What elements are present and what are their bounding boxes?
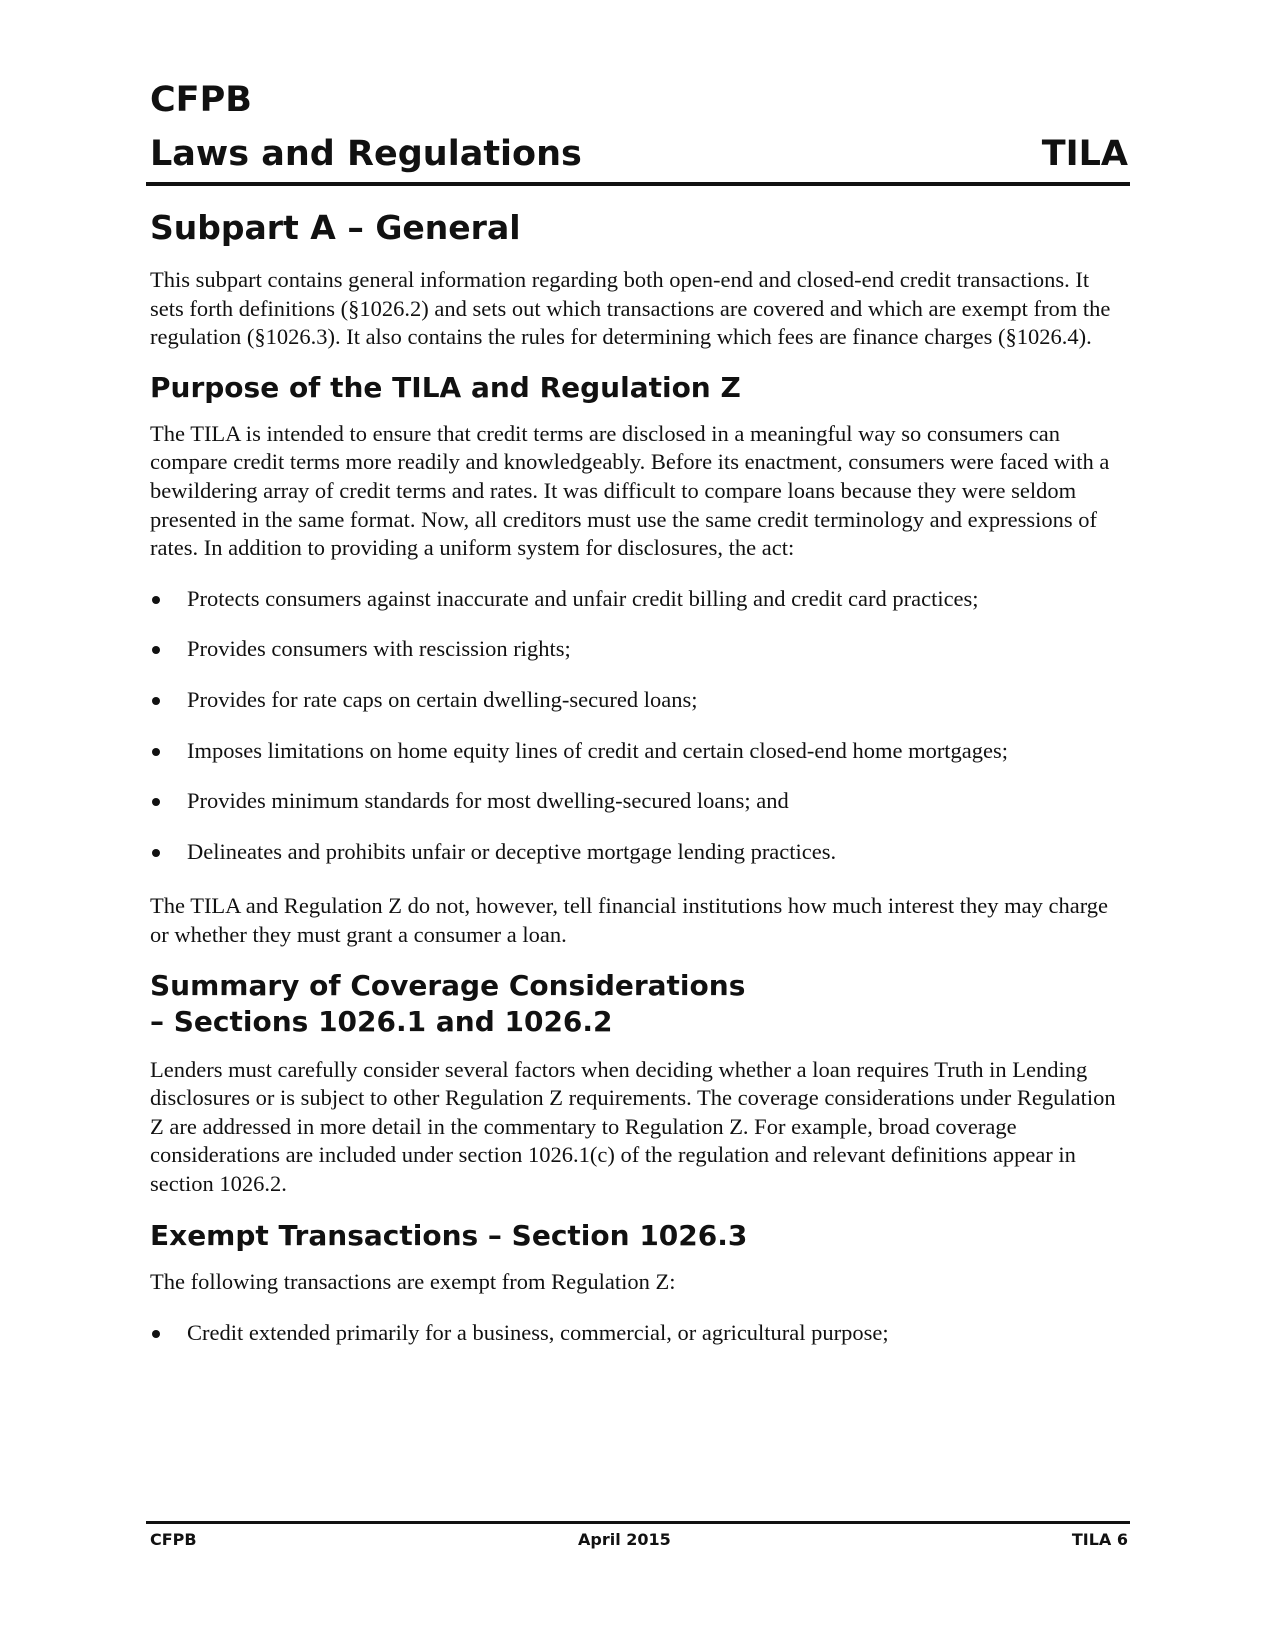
coverage-paragraph: Lenders must carefully consider several factors when deciding whether a loan requires Truth in Lending disclosures or is subject to other Regulation Z requirements. The coverage considerations under Regulation Z are addressed in more detail in the commentary to Regulation Z. For example, broad coverage considerations are included under section 1026.1(c) of the regulation and relevant definitions appear in section 1026.2. <box>150 1056 1116 1196</box>
list-item <box>150 635 1128 664</box>
bullet-text: Delineates and prohibits unfair or deceptive mortgage lending practices. <box>187 838 837 864</box>
bullet-text: Credit extended primarily for a business, commercial, or agricultural purpose; <box>187 1320 889 1346</box>
coverage-heading-line2: – Sections 1026.1 and 1026.2 <box>150 1004 613 1038</box>
bullet-text: Protects consumers against inaccurate and unfair credit billing and credit card practices; <box>187 585 979 611</box>
footer-date: April 2015 <box>578 1530 671 1549</box>
bullet-text: Provides for rate caps on certain dwelling-secured loans; <box>187 686 698 712</box>
list-item <box>150 585 1128 614</box>
header-org: CFPB <box>150 80 252 120</box>
purpose-closing-paragraph: The TILA and Regulation Z do not, however, tell financial institutions how much interest they may charge or whether they must grant a consumer a loan. <box>150 893 1109 947</box>
coverage-heading <box>150 968 1128 1040</box>
page-footer <box>150 1528 1128 1552</box>
footer-page-number: TILA 6 <box>1071 1530 1128 1549</box>
footer-rule <box>146 1521 1130 1524</box>
list-item <box>150 1319 1128 1348</box>
bullet-icon <box>152 646 160 654</box>
document-body <box>150 208 1128 1370</box>
list-item <box>150 787 1128 816</box>
list-item <box>150 686 1128 715</box>
bullet-icon <box>152 798 160 806</box>
bullet-icon <box>152 748 160 756</box>
header-rule <box>146 182 1130 186</box>
subpart-a-paragraph: This subpart contains general information regarding both open-end and closed-end credit transactions. It sets forth definitions (§1026.2) and sets out which transactions are covered and which are exempt from the regulation (§1026.3). It also contains the rules for determining which fees are finance charges (§1026.4). <box>150 267 1111 350</box>
header-code: TILA <box>1041 134 1128 174</box>
footer-org: CFPB <box>150 1530 197 1549</box>
bullet-icon <box>152 849 160 857</box>
bullet-text: Provides consumers with rescission rights; <box>187 636 571 662</box>
exempt-paragraph: The following transactions are exempt from Regulation Z: <box>150 1269 676 1295</box>
bullet-icon <box>152 1330 160 1338</box>
list-item <box>150 737 1128 766</box>
purpose-bullet-list <box>150 585 1128 867</box>
bullet-text: Provides minimum standards for most dwelling-secured loans; and <box>187 788 789 814</box>
bullet-icon <box>152 596 160 604</box>
exempt-heading: Exempt Transactions – Section 1026.3 <box>150 1219 748 1253</box>
purpose-paragraph: The TILA is intended to ensure that credit terms are disclosed in a meaningful way so consumers can compare credit terms more readily and knowledgeably. Before its enactment, consumers were faced with a bewildering array of credit terms and rates. It was difficult to compare loans because they were seldom presented in the same format. Now, all creditors must use the same credit terminology and expressions of rates. In addition to providing a uniform system for disclosures, the act: <box>150 420 1110 561</box>
purpose-heading: Purpose of the TILA and Regulation Z <box>150 370 741 404</box>
exempt-bullet-list <box>150 1319 1128 1348</box>
coverage-heading-line1: Summary of Coverage Considerations <box>150 968 746 1002</box>
header-title: Laws and Regulations <box>150 134 582 174</box>
subpart-a-heading: Subpart A – General <box>150 208 521 247</box>
bullet-text: Imposes limitations on home equity lines of credit and certain closed-end home mortgages; <box>187 737 1009 763</box>
bullet-icon <box>152 697 160 705</box>
list-item <box>150 838 1128 867</box>
